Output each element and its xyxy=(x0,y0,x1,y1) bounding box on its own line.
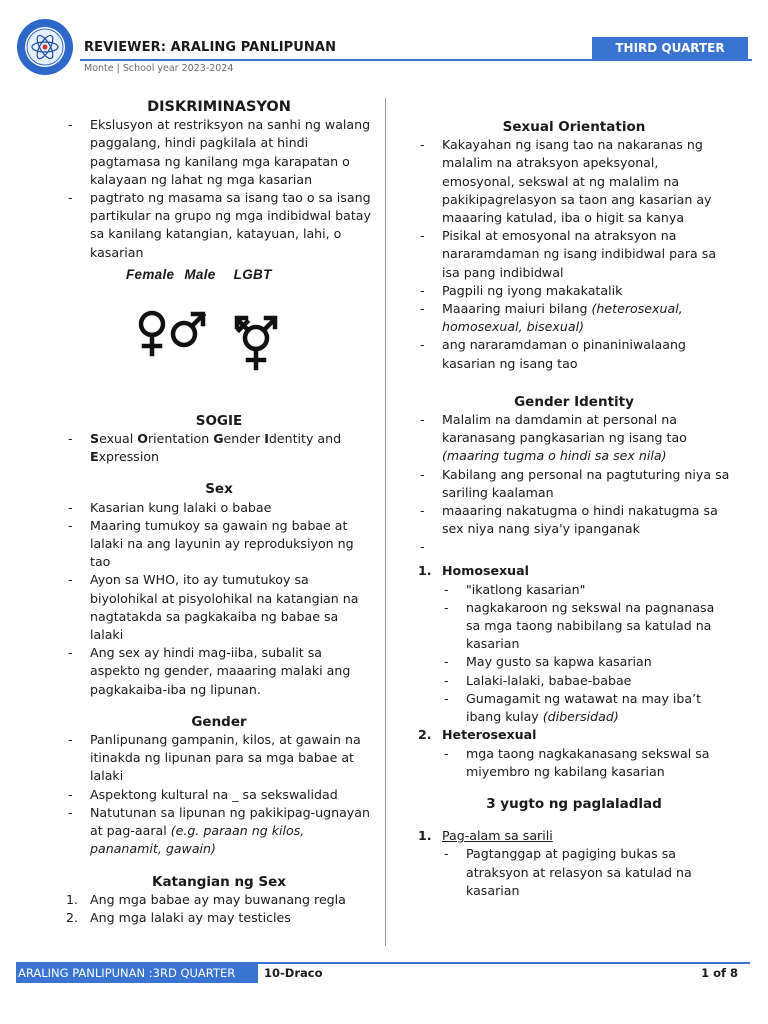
list-item: - Ekslusyon at restriksyon na sanhi ng walang paggalang, hindi pagkilala at hindi pagtamasa ng kanilang mga karapatan o kalayaan ng lahat ng mga kasarian xyxy=(66,116,372,189)
list-item: - Kasarian kung lalaki o babae xyxy=(66,499,372,517)
gender-list xyxy=(66,731,372,858)
sogie-heading: SOGIE xyxy=(195,412,243,429)
list-item: - maaaring nakatugma o hindi nakatugma sa sex niya nang siya'y ipanganak xyxy=(418,502,730,538)
list-item: - Pagtanggap at pagiging bukas sa atraksyon at relasyon sa katulad na kasarian xyxy=(442,845,730,900)
list-item: - Panlipunang gampanin, kilos, at gawain na itinakda ng lipunan para sa mga babae at lalaki xyxy=(66,731,372,786)
header-rule xyxy=(80,59,752,61)
list-item: - Malalim na damdamin at personal na karanasang pangkasarian ng isang tao (maaring tugma o hindi sa sex nila) xyxy=(418,411,730,466)
identity-heading: Gender Identity xyxy=(514,393,634,410)
yugto-sublist xyxy=(442,845,730,900)
list-item: - Lalaki-lalaki, babae-babae xyxy=(442,672,730,690)
sogie-list xyxy=(66,430,372,466)
diskriminasyon-list xyxy=(66,116,372,262)
column-divider xyxy=(385,98,386,946)
female-label: Female xyxy=(126,266,175,282)
lgbt-label: LGBT xyxy=(233,266,272,282)
list-item: - Ayon sa WHO, ito ay tumutukoy sa biyolohikal at pisyolohikal na katangian na nagtatakda sa pagkakaiba ng babae sa lalaki xyxy=(66,571,372,644)
list-item: - Pagpili ng iyong makakatalik xyxy=(418,282,730,300)
list-item: - Kakayahan ng isang tao na nakaranas ng malalim na atraksyon apeksyonal, emosyonal, sekswal at ng malalim na pakikipagrelasyon sa taon ang kasarian ay maaaring katulad, iba o higit sa kanya xyxy=(418,136,730,227)
gender-symbols-icon xyxy=(136,308,286,378)
homosexual-sublist xyxy=(442,581,730,727)
male-label: Male xyxy=(184,266,216,282)
orientation-types-list xyxy=(418,562,730,780)
list-item: 1. Ang mga babae ay may buwanang regla xyxy=(66,891,346,907)
list-item: - May gusto sa kapwa kasarian xyxy=(442,653,730,671)
yugto-heading: 3 yugto ng paglaladlad xyxy=(486,795,662,812)
footer-section: 10-Draco xyxy=(264,966,323,980)
list-item: - mga taong nagkakanasang sekswal sa miyembro ng kabilang kasarian xyxy=(442,745,730,781)
heterosexual-sublist xyxy=(442,745,730,781)
orientation-heading: Sexual Orientation xyxy=(502,119,646,135)
list-item-heterosexual: 2. Heterosexual - mga taong nagkakanasang sekswal sa miyembro ng kabilang kasarian xyxy=(418,726,730,781)
list-item: - Maaring tumukoy sa gawain ng babae at lalaki na ang layunin ay reproduksiyon ng tao xyxy=(66,517,372,572)
katangian-heading: Katangian ng Sex xyxy=(151,873,287,890)
footer-subject: ARALING PANLIPUNAN :3RD QUARTER xyxy=(16,963,258,983)
identity-list xyxy=(418,411,730,556)
diskriminasyon-heading: DISKRIMINASYON xyxy=(147,99,291,115)
list-item: - nagkakaroon ng sekswal na pagnanasa sa mga taong nabibilang sa katulad na kasarian xyxy=(442,599,730,654)
list-item xyxy=(418,538,730,556)
page-number: 1 of 8 xyxy=(701,966,738,980)
document-subtitle: Monte | School year 2023-2024 xyxy=(84,63,234,74)
gender-symbols-figure xyxy=(66,262,372,412)
left-column xyxy=(66,98,372,927)
orientation-list xyxy=(418,136,730,373)
sex-list xyxy=(66,499,372,699)
list-item: - Sexual Orientation Gender Identity and Expression xyxy=(66,430,372,466)
list-item-yugto: 1. Pag-alam sa sarili - Pagtanggap at pagiging bukas sa atraksyon at relasyon sa katulad na kasarian xyxy=(418,827,730,900)
list-item-homosexual: 1. Homosexual - "ikatlong kasarian" - nagkakaroon ng sekswal na pagnanasa sa mga taong nabibilang sa katulad na kasarian - May gusto sa kapwa kasarian - Lalaki-lalaki, babae-babae - Gumagamit ng watawat na may iba’t ibang kulay (dibersidad) xyxy=(418,562,730,726)
right-column xyxy=(418,118,730,900)
gender-heading: Gender xyxy=(191,713,247,730)
list-item: - "ikatlong kasarian" xyxy=(442,581,730,599)
document-title: REVIEWER: ARALING PANLIPUNAN xyxy=(84,40,337,55)
list-item: - Pisikal at emosyonal na atraksyon na nararamdaman ng isang indibidwal para sa isa pang indibidwal xyxy=(418,227,730,282)
list-item: - Ang sex ay hindi mag-iiba, subalit sa aspekto ng gender, maaaring malaki ang pagkakaiba-iba ng lipunan. xyxy=(66,644,372,699)
school-logo xyxy=(16,18,74,76)
gender-symbol-labels xyxy=(126,266,278,284)
list-item: - pagtrato ng masama sa isang tao o sa isang partikular na grupo ng mga indibidwal batay sa kanilang katangian, katayuan, lahi, o kasarian xyxy=(66,189,372,262)
katangian-list xyxy=(66,891,372,927)
list-item: - Gumagamit ng watawat na may iba’t ibang kulay (dibersidad) xyxy=(442,690,730,726)
list-item: - ang nararamdaman o pinaniniwalaang kasarian ng isang tao xyxy=(418,336,730,372)
quarter-badge: THIRD QUARTER xyxy=(592,37,748,59)
list-item: - Natutunan sa lipunan ng pakikipag-ugnayan at pag-aaral (e.g. paraan ng kilos, pananamit, gawain) xyxy=(66,804,372,859)
list-item: - Maaaring maiuri bilang (heterosexual, homosexual, bisexual) xyxy=(418,300,730,336)
list-item: 2. Ang mga lalaki ay may testicles xyxy=(66,909,291,925)
sex-heading: Sex xyxy=(205,481,233,498)
list-item: - Kabilang ang personal na pagtuturing niya sa sariling kaalaman xyxy=(418,466,730,502)
yugto-list xyxy=(418,827,730,900)
list-item: - Aspektong kultural na _ sa sekswalidad xyxy=(66,786,372,804)
